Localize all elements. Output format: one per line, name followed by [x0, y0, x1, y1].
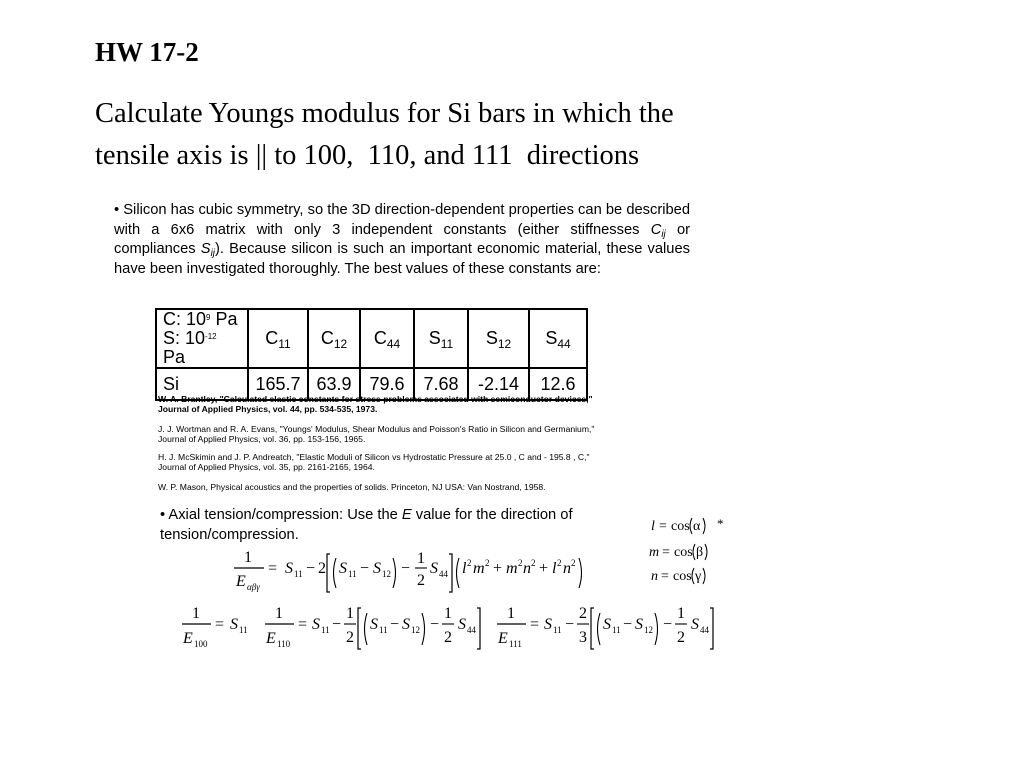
unit-c: C: $10^9$ Pa — [163, 309, 238, 329]
svg-text:12: 12 — [382, 569, 391, 579]
direction-specific-equations — [180, 602, 720, 654]
svg-text:2: 2 — [485, 558, 490, 568]
svg-text:S: S — [285, 560, 293, 577]
svg-text:12: 12 — [644, 625, 653, 635]
svg-text:S: S — [458, 616, 466, 633]
reference-4: W. P. Mason, Physical acoustics and the properties of solids. Princeton, NJ USA: Van Nostrand, 1958. — [158, 482, 546, 492]
svg-text:n: n — [523, 560, 531, 577]
svg-text:cos: cos — [671, 519, 690, 534]
unit-s: S: $10^{-12}$ Pa — [163, 328, 217, 367]
intro-text-2: or compliances — [114, 221, 691, 258]
direction-cosines — [649, 514, 739, 594]
svg-text:S: S — [691, 616, 699, 633]
table-header-row — [156, 309, 587, 368]
eq-general-numerator: 1 — [244, 549, 252, 566]
svg-text:11: 11 — [379, 625, 388, 635]
svg-text:44: 44 — [467, 625, 476, 635]
svg-text:m: m — [649, 545, 660, 560]
svg-text:−: − — [401, 560, 411, 577]
reference-2: J. J. Wortman and R. A. Evans, "Youngs' Modulus, Shear Modulus and Poisson's Ratio in Silicon and Germanium," Journal of Applied Physics, vol. 36, pp. 153-156, 1965. — [158, 424, 595, 445]
svg-text:100: 100 — [194, 639, 208, 649]
eq-general-e-sub: αβγ — [247, 582, 260, 592]
svg-text:11: 11 — [321, 625, 330, 635]
elastic-constants-table — [155, 308, 588, 401]
svg-text:111: 111 — [509, 639, 522, 649]
svg-text:1: 1 — [507, 605, 515, 622]
svg-text:2: 2 — [518, 558, 523, 568]
svg-text:E: E — [266, 630, 276, 647]
svg-text:l: l — [462, 560, 467, 577]
svg-text:cos: cos — [674, 545, 693, 560]
intro-text-1: • Silicon has cubic symmetry, so the 3D direction-dependent properties can be described with a 6x6 matrix with only 3 independent constants (either stiffnesses — [114, 202, 690, 238]
svg-text:S: S — [430, 560, 438, 577]
svg-text:S: S — [230, 616, 238, 633]
svg-text:−: − — [332, 616, 342, 633]
svg-text:12: 12 — [411, 625, 420, 635]
svg-text:=: = — [661, 569, 669, 584]
svg-text:2: 2 — [677, 629, 685, 646]
svg-text:2: 2 — [444, 629, 452, 646]
header-s12: $S_{12}$ — [468, 309, 529, 368]
stiffness-subscript: ij — [661, 228, 666, 240]
svg-text:=: = — [268, 560, 278, 577]
svg-text:+: + — [539, 560, 549, 577]
svg-text:S: S — [544, 616, 552, 633]
svg-text:1: 1 — [677, 605, 685, 622]
eq-general-e: E — [236, 573, 246, 590]
header-s11: $S_{11}$ — [414, 309, 468, 368]
compliance-symbol: S — [200, 241, 211, 258]
svg-text:1: 1 — [346, 605, 354, 622]
svg-text:3: 3 — [579, 629, 587, 646]
svg-text:=: = — [659, 519, 667, 534]
reference-3: H. J. McSkimin and J. P. Andreatch, "Elastic Moduli of Silicon vs Hydrostatic Pressure at 25.0 , C and - 195.8 , C," Journal of Applied Physics, vol. 35, pp. 2161-2165, 1964. — [158, 452, 590, 473]
svg-text:2: 2 — [346, 629, 354, 646]
asterisk-note: * — [717, 516, 724, 531]
header-c11: $C_{11}$ — [248, 309, 308, 368]
svg-text:2: 2 — [467, 558, 472, 568]
slide-title: HW 17-2 — [95, 37, 199, 67]
svg-text:−: − — [623, 616, 633, 633]
svg-text:=: = — [530, 616, 540, 633]
svg-text:S: S — [402, 616, 410, 633]
svg-text:γ: γ — [695, 569, 702, 584]
value-s44: 12.6 — [529, 368, 587, 400]
svg-text:11: 11 — [239, 625, 248, 635]
svg-text:11: 11 — [553, 625, 562, 635]
value-c44: 79.6 — [360, 368, 414, 400]
value-s12: -2.14 — [468, 368, 529, 400]
svg-text:S: S — [370, 616, 378, 633]
svg-text:l: l — [552, 560, 557, 577]
svg-text:2: 2 — [557, 558, 562, 568]
svg-text:E: E — [183, 630, 193, 647]
eq-e111 — [497, 605, 713, 649]
intro-paragraph — [114, 201, 690, 279]
header-c44: $C_{44}$ — [360, 309, 414, 368]
svg-text:2: 2 — [571, 558, 576, 568]
svg-text:S: S — [312, 616, 320, 633]
svg-text:+: + — [493, 560, 503, 577]
header-c12: $C_{12}$ — [308, 309, 360, 368]
svg-text:cos: cos — [673, 569, 692, 584]
svg-text:1: 1 — [192, 605, 200, 622]
svg-text:11: 11 — [612, 625, 621, 635]
svg-text:β: β — [696, 545, 704, 560]
svg-text:m: m — [473, 560, 485, 577]
svg-text:11: 11 — [348, 569, 357, 579]
svg-text:−: − — [565, 616, 575, 633]
svg-text:110: 110 — [277, 639, 291, 649]
value-s11: 7.68 — [414, 368, 468, 400]
svg-text:2: 2 — [417, 572, 425, 589]
svg-text:−: − — [390, 616, 400, 633]
svg-text:11: 11 — [294, 569, 303, 579]
header-s44: $S_{44}$ — [529, 309, 587, 368]
intro-text-3: ). Because silicon is such an important economic material, these values have been investigated thoroughly. The best values of these constants are: — [114, 241, 690, 277]
svg-text:S: S — [339, 560, 347, 577]
svg-text:1: 1 — [444, 605, 452, 622]
value-c12: 63.9 — [308, 368, 360, 400]
svg-text:n: n — [651, 569, 658, 584]
general-youngs-modulus-equation — [230, 546, 610, 596]
svg-text:−: − — [360, 560, 370, 577]
svg-text:1: 1 — [417, 550, 425, 567]
svg-text:n: n — [563, 560, 571, 577]
svg-text:44: 44 — [700, 625, 709, 635]
svg-text:S: S — [603, 616, 611, 633]
svg-text:2: 2 — [579, 605, 587, 622]
svg-text:=: = — [298, 616, 308, 633]
svg-text:E: E — [498, 630, 508, 647]
row-label-si: Si — [156, 368, 248, 400]
youngs-modulus-symbol: E — [401, 507, 412, 523]
svg-text:S: S — [635, 616, 643, 633]
svg-text:44: 44 — [439, 569, 448, 579]
svg-text:−: − — [663, 616, 673, 633]
svg-text:2: 2 — [531, 558, 536, 568]
svg-text:m: m — [506, 560, 518, 577]
svg-text:2: 2 — [318, 560, 326, 577]
svg-text:S: S — [373, 560, 381, 577]
svg-text:−: − — [430, 616, 440, 633]
stiffness-symbol: C — [650, 221, 662, 238]
task-text-line-2: tensile axis is || to 100, 110, and 111 directions — [95, 140, 640, 171]
task-text-line-1: Calculate Youngs modulus for Si bars in which the — [95, 98, 674, 129]
svg-text:−: − — [306, 560, 316, 577]
eq-e100 — [182, 605, 248, 649]
reference-1: W. A. Brantley, "Calculated elastic constants for stress problems associated with semiconductor devices," Journal of Applied Physics, vol. 44, pp. 534-535, 1973. — [158, 394, 593, 415]
axial-tension-text: • Axial tension/compression: Use the E value for the direction of tension/compression. — [160, 507, 573, 543]
compliance-subscript: ij — [210, 248, 216, 260]
value-c11: 165.7 — [248, 368, 308, 400]
svg-text:1: 1 — [275, 605, 283, 622]
svg-text:α: α — [693, 519, 701, 534]
units-cell — [156, 309, 248, 368]
eq-e110 — [265, 605, 480, 649]
svg-text:=: = — [662, 545, 670, 560]
svg-text:l: l — [651, 519, 655, 534]
svg-text:=: = — [215, 616, 225, 633]
